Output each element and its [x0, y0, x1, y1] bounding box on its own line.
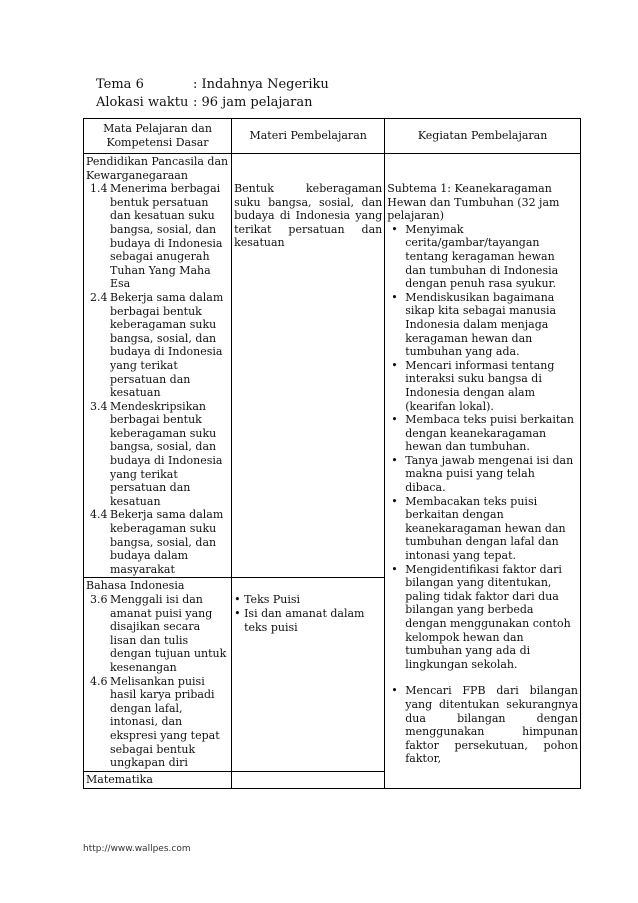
materi-text: Teks Puisi	[244, 593, 301, 607]
bindo-materi-cell	[232, 578, 385, 771]
list-item	[387, 495, 578, 563]
competency-number: 4.6	[90, 674, 108, 688]
header-kegiatan: Kegiatan Pembelajaran	[385, 119, 581, 154]
competency-number: 3.4	[90, 399, 108, 413]
competency-text: Melisankan puisi hasil karya pribadi dengan lafal, intonasi, dan ekspresi yang tepat sebagai bentuk ungkapan diri	[110, 674, 220, 770]
list-item	[387, 684, 578, 766]
materi-text: Isi dan amanat dalam teks puisi	[244, 607, 365, 634]
bullet-icon: •	[391, 358, 398, 372]
alokasi-value: : 96 jam pelajaran	[193, 95, 313, 110]
tema-line	[96, 76, 329, 93]
competency-number: 2.4	[90, 290, 108, 304]
bullet-icon: •	[391, 290, 398, 304]
ppkn-competencies-cell	[84, 154, 232, 578]
header-kompetensi: Mata Pelajaran dan Kompetensi Dasar	[84, 119, 232, 154]
competency-number: 3.6	[90, 593, 108, 606]
list-item	[387, 454, 578, 495]
alokasi-label: Alokasi waktu	[96, 95, 189, 110]
kegiatan-text: Mencari informasi tentang interaksi suku bangsa di Indonesia dengan alam (kearifan lokal).	[405, 358, 555, 413]
subtema-title: Subtema 1: Keanekaragaman Hewan dan Tumbuhan (32 jam pelajaran)	[387, 182, 560, 223]
matematika-materi-cell	[232, 771, 385, 788]
list-item	[387, 413, 578, 454]
competency-number: 1.4	[90, 182, 108, 196]
kegiatan-list	[387, 223, 578, 766]
bullet-icon: •	[391, 453, 398, 467]
competency-text: Bekerja sama dalam keberagaman suku bangsa, sosial, dan budaya dalam masyarakat	[110, 508, 224, 576]
tema-value: : Indahnya Negeriku	[193, 77, 329, 92]
list-item	[387, 359, 578, 413]
bullet-icon: •	[234, 593, 241, 607]
syllabus-table	[83, 118, 581, 789]
bullet-icon: •	[391, 222, 398, 236]
bullet-icon: •	[391, 562, 398, 576]
competency-number: 4.4	[90, 508, 108, 522]
ppkn-materi: Bentuk keberagaman suku bangsa, sosial, dan budaya di Indonesia yang terikat persatuan dan kesatuan	[234, 182, 383, 250]
kegiatan-text: Mencari FPB dari bilangan yang ditentukan sekurangnya dua bilangan dengan menggunakan himpunan faktor persekutuan, pohon faktor,	[405, 684, 578, 766]
bullet-icon: •	[391, 494, 398, 508]
list-item	[387, 563, 578, 672]
bindo-competencies-cell	[84, 578, 232, 771]
competency-text: Menerima berbagai bentuk persatuan dan kesatuan suku bangsa, sosial, dan budaya di Indonesia sebagai anugerah Tuhan Yang Maha Esa	[110, 182, 223, 291]
bullet-icon: •	[391, 413, 398, 427]
kegiatan-text: Tanya jawab mengenai isi dan makna puisi yang telah dibaca.	[405, 453, 574, 495]
tema-label: Tema 6	[96, 77, 144, 92]
kegiatan-text: Mendiskusikan bagaimana sikap kita sebagai manusia Indonesia dalam menjaga keragaman hewan dan tumbuhan yang ada.	[405, 290, 557, 359]
ppkn-materi-cell	[232, 154, 385, 578]
list-item	[387, 223, 578, 291]
kegiatan-text: Membacakan teks puisi berkaitan dengan keanekaragaman hewan dan tumbuhan dengan lafal dan intonasi yang tepat.	[405, 494, 566, 563]
list-item	[234, 607, 382, 634]
competency-text: Mendeskripsikan berbagai bentuk keberagaman suku bangsa, sosial, dan budaya di Indonesia yang terikat persatuan dan kesatuan	[110, 399, 223, 508]
footer-url: http://www.wallpes.com	[83, 844, 191, 854]
kegiatan-cell	[385, 154, 581, 789]
header-materi: Materi Pembelajaran	[232, 119, 385, 154]
list-item	[387, 291, 578, 359]
matematika-subject: Matematika	[84, 771, 232, 788]
competency-text: Bekerja sama dalam berbagai bentuk keberagaman suku bangsa, sosial, dan budaya di Indonesia yang terikat persatuan dan kesatuan	[110, 290, 224, 400]
competency-text: Menggali isi dan amanat puisi yang disajikan secara lisan dan tulis dengan tujuan untuk kesenangan	[110, 593, 227, 674]
bindo-subject: Bahasa Indonesia	[86, 579, 185, 593]
kegiatan-text: Mengidentifikasi faktor dari bilangan yang ditentukan, paling tidak faktor dari dua bilangan yang berbeda dengan menggunakan contoh kelompok hewan dan tumbuhan yang ada di lingkungan sekolah.	[405, 562, 571, 671]
table-header-row	[84, 119, 581, 154]
bullet-icon: •	[391, 684, 398, 698]
alokasi-line	[96, 94, 312, 111]
ppkn-subject: Pendidikan Pancasila dan Kewarganegaraan	[86, 155, 229, 182]
kegiatan-text: Membaca teks puisi berkaitan dengan keanekaragaman hewan dan tumbuhan.	[405, 413, 574, 454]
bullet-icon: •	[234, 607, 241, 620]
kegiatan-text: Menyimak cerita/gambar/tayangan tentang keragaman hewan dan tumbuhan di Indonesia dengan penuh rasa syukur.	[405, 222, 559, 291]
bindo-materi-list	[234, 593, 382, 634]
list-item	[234, 593, 382, 607]
table-row-ppkn	[84, 154, 581, 578]
